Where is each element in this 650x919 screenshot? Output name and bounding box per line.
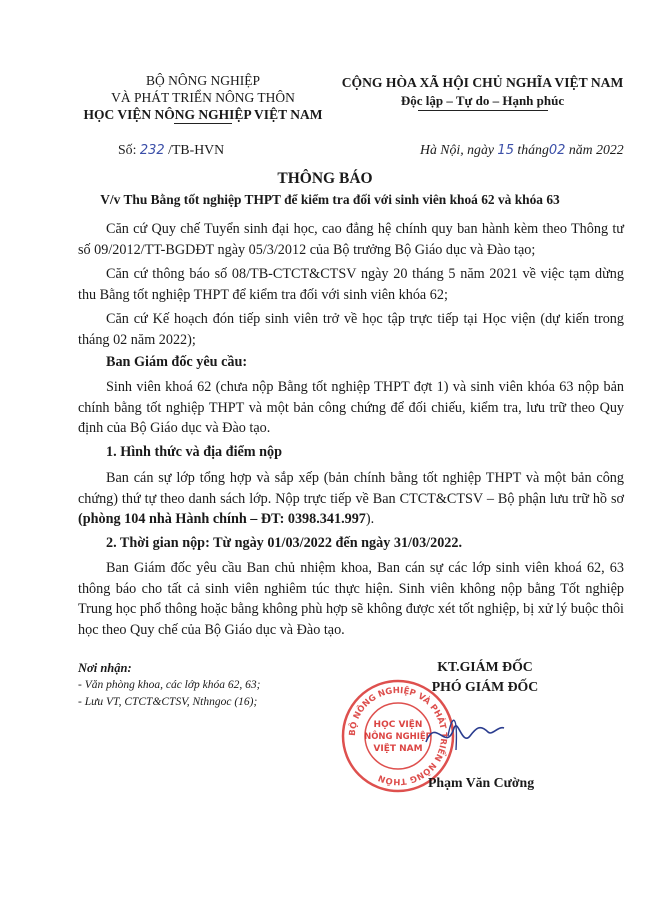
document-subject: V/v Thu Bằng tốt nghiệp THPT để kiểm tra đối với sinh viên khoá 62 và khóa 63 (100, 192, 560, 207)
basis-paragraph-2: Căn cứ thông báo số 08/TB-CTCT&CTSV ngày 20 tháng 5 năm 2021 về việc tạm dừng thu Bằng tốt nghiệp THPT để kiểm tra đối với sinh viên khóa 62; (78, 266, 624, 303)
svg-text:VIỆT NAM: VIỆT NAM (373, 744, 423, 754)
handwritten-month: 02 (548, 143, 566, 158)
national-motto-block (330, 74, 635, 110)
signature-line1: KT.GIÁM ĐỐC (437, 659, 533, 674)
section1-text (78, 468, 624, 530)
svg-text:NÔNG NGHIỆP: NÔNG NGHIỆP (364, 732, 432, 742)
section1-heading: 1. Hình thức và địa điểm nộp (106, 444, 283, 460)
section1-body: Ban cán sự lớp tổng hợp và sắp xếp (bản chính bằng tốt nghiệp THPT và một bản công chứng) thứ tự theo danh sách lớp. Nộp trực tiếp về Ban CTCT&CTSV – Bộ phận lưu trữ hồ sơ (78, 470, 624, 507)
country-name: CỘNG HÒA XÃ HỘI CHỦ NGHĨA VIỆT NAM (341, 75, 624, 90)
recipient-item: - Văn phòng khoa, các lớp khóa 62, 63; (78, 679, 261, 691)
requirement-heading: Ban Giám đốc yêu cầu: (106, 354, 248, 370)
handwritten-day: 15 (497, 143, 514, 158)
document-date (420, 142, 624, 158)
document-title: THÔNG BÁO (277, 170, 373, 187)
ministry-line2: VÀ PHÁT TRIỂN NÔNG THÔN (111, 90, 295, 105)
section1-contact: (phòng 104 nhà Hành chính – ĐT: 0398.341.997 (78, 511, 366, 527)
signer-name: Phạm Văn Cường (428, 775, 535, 790)
recipients-block (78, 659, 260, 711)
issuer-underline (174, 123, 232, 124)
number-suffix: /TB-HVN (168, 142, 225, 157)
motto-underline (418, 110, 548, 111)
document-number (118, 142, 224, 158)
basis-paragraph-1: Căn cứ Quy chế Tuyển sinh đại học, cao đẳng hệ chính quy ban hành kèm theo Thông tư số 09/2012/TT-BGDĐT ngày 05/3/2012 của Bộ trưởng Bộ Giáo dục và Đào tạo; (78, 221, 624, 258)
ministry-line1: BỘ NÔNG NGHIỆP (146, 73, 260, 88)
motto: Độc lập – Tự do – Hạnh phúc (400, 93, 565, 108)
recipients-heading: Nơi nhận: (78, 661, 132, 675)
date-month-label: tháng (517, 142, 549, 157)
signature-line2: PHÓ GIÁM ĐỐC (431, 679, 539, 694)
section2-heading: 2. Thời gian nộp: Từ ngày 01/03/2022 đến ngày 31/03/2022. (106, 535, 463, 551)
recipient-item: - Lưu VT, CTCT&CTSV, Nthngoc (16); (78, 696, 258, 708)
section1-end: ). (365, 511, 375, 527)
number-prefix: Số: (118, 142, 137, 157)
academy-name: HỌC VIỆN NÔNG NGHIỆP VIỆT NAM (83, 107, 323, 122)
svg-text:HỌC VIỆN: HỌC VIỆN (373, 720, 423, 730)
date-prefix: Hà Nội, ngày (420, 142, 494, 157)
date-year: năm 2022 (568, 142, 624, 157)
handwritten-signature (418, 706, 508, 761)
signature-title (400, 657, 570, 697)
handwritten-number: 232 (139, 143, 165, 158)
requirement-text: Sinh viên khoá 62 (chưa nộp Bằng tốt nghiệp THPT đợt 1) và sinh viên khóa 63 nộp bản chính bằng tốt nghiệp THPT và một bản công chứng để đối chiếu, kiểm tra, lưu trữ theo Quy định của Bộ Giáo dục và Đào tạo. (78, 379, 624, 436)
section2-text: Ban Giám đốc yêu cầu Ban chủ nhiệm khoa, Ban cán sự các lớp sinh viên khoá 62, 63 thông báo cho tất cả sinh viên nghiêm túc thực hiện. Sinh viên không nộp bằng Tốt nghiệp Trung học phổ thông hoặc bằng không phù hợp sẽ không được xét tốt nghiệp, bị xử lý buộc thôi học theo Quy chế của Bộ Giáo dục và Đào tạo. (78, 560, 624, 638)
svg-text:BỘ NÔNG NGHIỆP VÀ PHÁT TRIỂN N: BỘ NÔNG NGHIỆP VÀ PHÁT TRIỂN NÔNG THÔN (347, 685, 449, 787)
issuer-block (68, 72, 338, 123)
basis-paragraph-3: Căn cứ Kế hoạch đón tiếp sinh viên trở về học tập trực tiếp tại Học viện (dự kiến trong tháng 02 năm 2022); (78, 311, 624, 348)
